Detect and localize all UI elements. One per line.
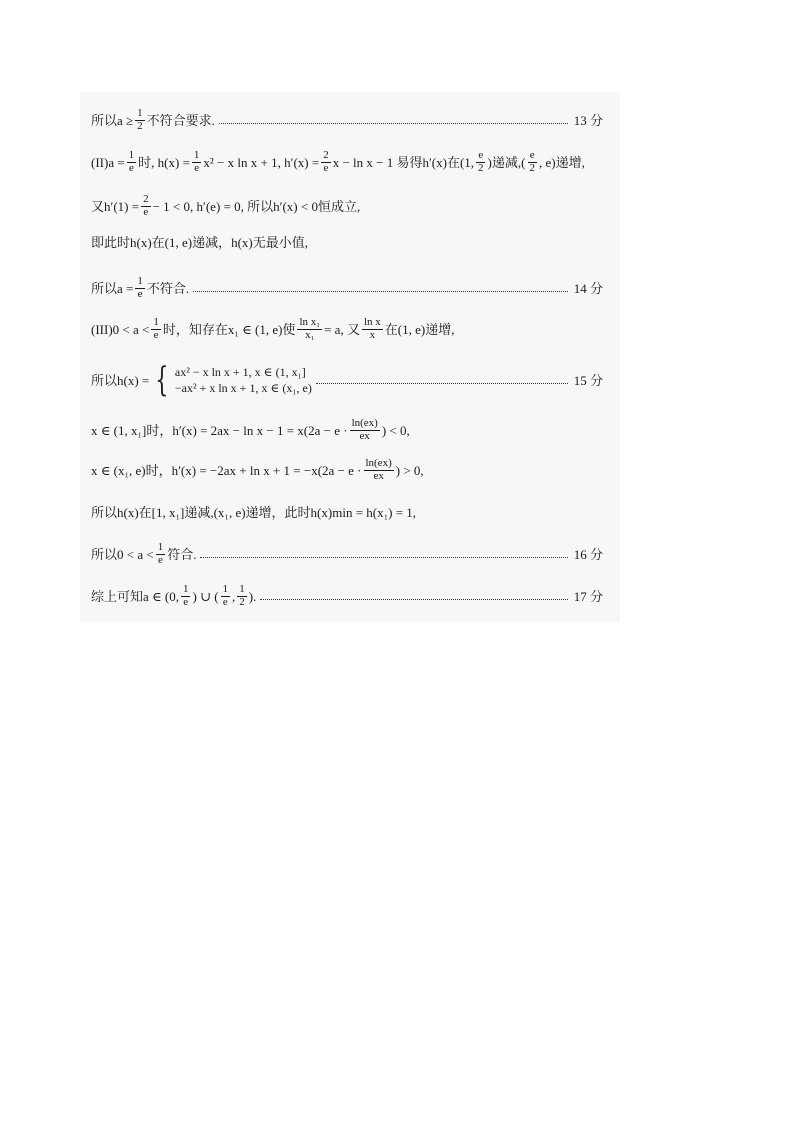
line-case-2-text [91, 458, 424, 482]
text: x ∈ (x₁, e)时，h′(x) = −2ax + ln x + 1 = −x(2a − e · [91, 462, 362, 478]
text: x² − x ln x + 1, h′(x) = [203, 154, 320, 170]
line-13-text [91, 108, 215, 132]
text: 所以h(x)在[1, x₁]递减,(x₁, e)递增，此时h(x)min = h(x₁) = 1, [91, 505, 417, 520]
cases [175, 364, 312, 396]
denominator: e [153, 328, 159, 341]
line-h-prime [91, 194, 603, 218]
line-minimum-value [91, 506, 603, 519]
fraction [192, 150, 202, 174]
numerator: 2 [143, 193, 149, 205]
text: 又h′(1) = [91, 198, 140, 214]
denominator: e [194, 161, 200, 174]
fraction [135, 108, 145, 132]
numerator: ln x₁ [299, 316, 321, 328]
line-15-text [91, 360, 312, 400]
fraction [141, 194, 151, 218]
denominator: x [369, 328, 376, 341]
line-13 [91, 108, 603, 132]
line-17 [91, 584, 603, 608]
numerator: 1 [239, 583, 245, 595]
numerator: 1 [137, 107, 143, 119]
text: 所以a ≥ [91, 112, 134, 128]
piecewise-definition [149, 360, 312, 400]
fraction [151, 317, 161, 341]
numerator: e [529, 149, 535, 161]
line-case-1-derivative [91, 418, 603, 442]
text: , e)递增, [538, 154, 585, 170]
numerator: 1 [157, 541, 164, 553]
case-2: −ax² + x ln x + 1, x ∈ (x₁, e) [174, 381, 312, 395]
text: (II)a = [91, 154, 125, 170]
fraction [350, 418, 380, 442]
denominator: ex [373, 469, 384, 482]
line-17-text [91, 584, 256, 608]
fraction [297, 317, 322, 341]
left-brace: { [155, 360, 169, 400]
numerator: 1 [137, 275, 143, 287]
fraction [476, 150, 486, 174]
line-14-text [91, 276, 189, 300]
line-part-ii-text [91, 150, 585, 174]
numerator: 2 [323, 149, 329, 161]
fraction [237, 584, 247, 608]
denominator: e [323, 161, 329, 174]
line-part-iii-text [91, 317, 454, 341]
fraction [364, 458, 394, 482]
text: 不符合. [146, 280, 190, 296]
line-part-ii [91, 150, 603, 174]
text: x ∈ (1, x₁]时，h′(x) = 2ax − ln x − 1 = x(2a − e · [91, 422, 348, 438]
numerator: ln x [363, 316, 381, 328]
line-h-prime-text [91, 194, 360, 218]
denominator: 2 [529, 161, 535, 174]
fraction [135, 276, 145, 300]
text: 所以h(x) = [91, 372, 150, 388]
numerator: 1 [128, 149, 135, 161]
text: 不符合要求. [146, 112, 215, 128]
denominator: 2 [137, 119, 143, 132]
numerator: 1 [193, 149, 200, 161]
text: (III)0 < a < [91, 321, 150, 337]
dot-leader [219, 123, 568, 124]
text: 即此时h(x)在(1, e)递减，h(x)无最小值, [91, 235, 308, 250]
numerator: 1 [222, 583, 229, 595]
fraction [127, 150, 137, 174]
fraction [362, 317, 383, 341]
denominator: ex [359, 429, 370, 442]
fraction [156, 542, 166, 566]
denominator: e [143, 205, 149, 218]
numerator: ln(ex) [365, 457, 392, 469]
score-label: 15 分 [573, 372, 603, 388]
dot-leader [260, 599, 567, 600]
line-15 [91, 360, 603, 400]
text: , [232, 588, 236, 604]
denominator: x₁ [305, 328, 315, 341]
line-no-minimum [91, 236, 603, 249]
fraction [321, 150, 331, 174]
fraction [181, 584, 191, 608]
line-part-iii [91, 317, 603, 341]
text: ). [248, 588, 257, 604]
text: = a, 又 [324, 321, 360, 337]
denominator: e [183, 595, 189, 608]
text: ) < 0, [381, 422, 410, 438]
dot-leader [200, 557, 567, 558]
line-case-2-derivative [91, 458, 603, 482]
text: ) > 0, [395, 462, 424, 478]
text: 所以a = [91, 280, 134, 296]
text: 在(1, e)递增, [384, 321, 455, 337]
numerator: ln(ex) [351, 417, 378, 429]
score-label: 16 分 [573, 546, 603, 562]
line-14 [91, 276, 603, 300]
dot-leader [316, 383, 568, 384]
numerator: 1 [153, 316, 159, 328]
denominator: e [222, 595, 228, 608]
line-16-text [91, 542, 196, 566]
denominator: 2 [478, 161, 484, 174]
case-1: ax² − x ln x + 1, x ∈ (1, x₁] [174, 364, 306, 379]
score-label: 17 分 [573, 588, 603, 604]
fraction [221, 584, 231, 608]
text: 符合. [167, 546, 197, 562]
text: ) ∪ ( [192, 588, 219, 604]
fraction [527, 150, 537, 174]
score-label: 13 分 [573, 112, 603, 128]
text: − 1 < 0, h′(e) = 0, 所以h′(x) < 0恒成立, [152, 198, 361, 214]
score-label: 14 分 [573, 280, 603, 296]
denominator: e [128, 161, 134, 174]
text: 所以0 < a < [91, 546, 154, 562]
dot-leader [193, 291, 568, 292]
text: 时，知存在x₁ ∈ (1, e)使 [162, 321, 296, 337]
text: x − ln x − 1 易得h′(x)在(1, [332, 154, 475, 170]
denominator: e [157, 553, 163, 566]
denominator: 2 [239, 595, 245, 608]
text: 时, h(x) = [138, 154, 190, 170]
numerator: e [478, 149, 484, 161]
denominator: e [137, 287, 143, 300]
numerator: 1 [182, 583, 189, 595]
line-16 [91, 542, 603, 566]
line-case-1-text [91, 418, 410, 442]
text: )递减,( [487, 154, 526, 170]
text: 综上可知a ∈ (0, [91, 588, 179, 604]
